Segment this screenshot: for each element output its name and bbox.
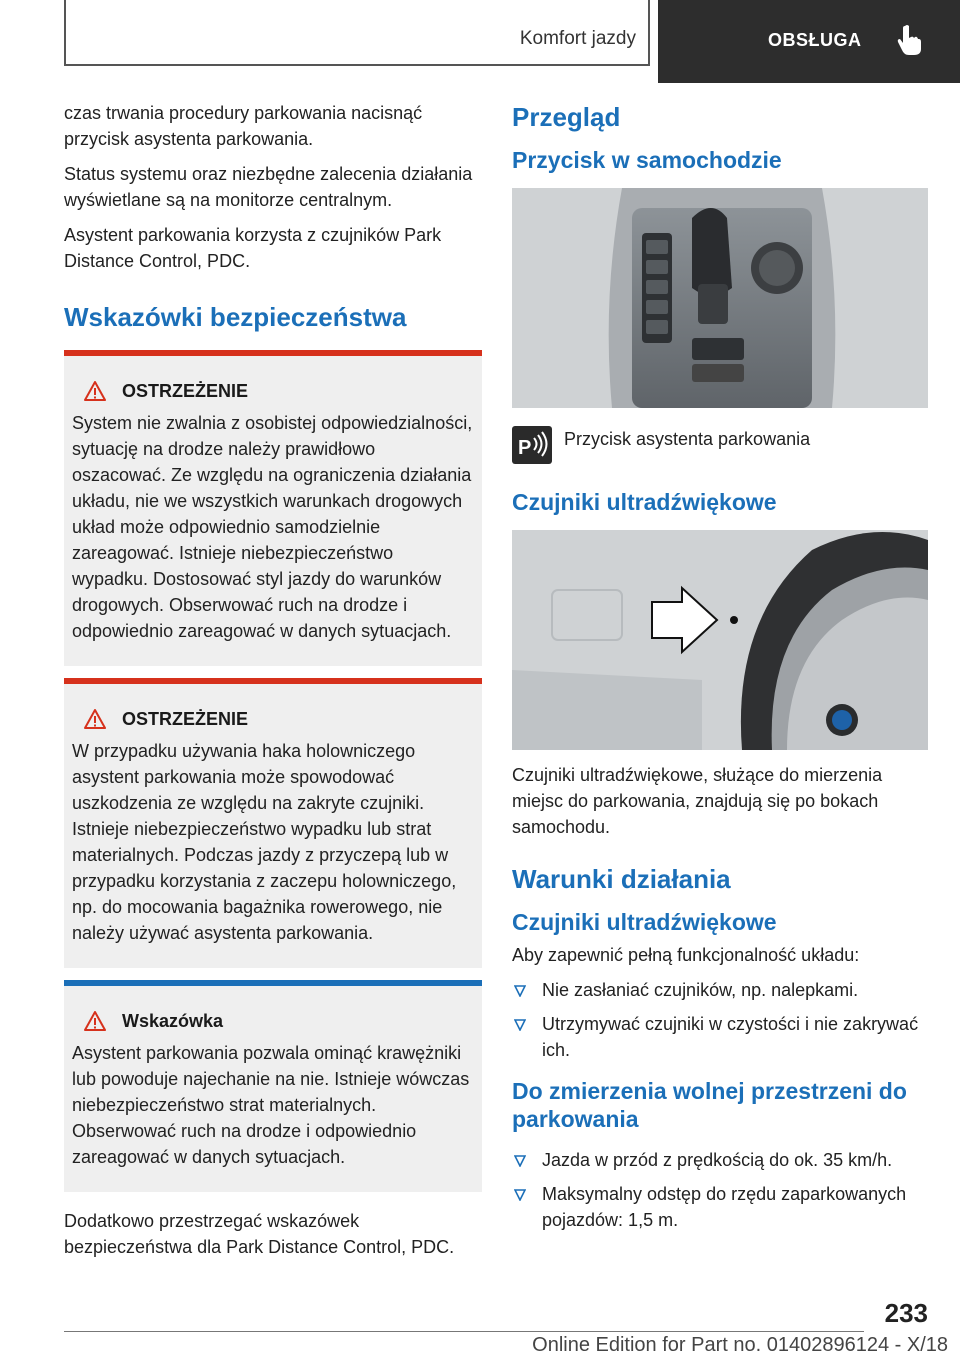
footer-edition: Online Edition for Part no. 01402896124 - X/18 [532,1334,948,1356]
paragraph-procedure: czas trwania procedury parkowania nacisnąć przycisk asystenta parkowania. [64,103,423,149]
warning-title: OSTRZEŻENIE [122,380,249,401]
header-rule-bottom [64,64,650,66]
warning-box-1 [64,350,482,666]
right-column [512,100,928,1241]
measure-list [512,1147,928,1233]
note-title: Wskazówka [122,1010,224,1031]
heading-button-in-car: Przycisk w samochodzie [512,147,782,173]
ultrasonic-sensor-photo [512,530,928,750]
heading-ultrasonic-sensors-2: Czujniki ultradźwiękowe [512,909,777,935]
button-caption-row [512,426,928,464]
list-item: Jazda w przód z prędkością do ok. 35 km/h. [512,1147,928,1173]
note-triangle-icon [84,1010,106,1032]
heading-ultrasonic-sensors: Czujniki ultradźwiękowe [512,489,777,515]
button-caption: Przycisk asystenta parkowania [564,429,811,449]
heading-safety: Wskazówki bezpieczeństwa [64,302,407,332]
svg-text:P: P [518,437,532,459]
header-chapter-label: OBSŁUGA [768,30,862,50]
list-item: Utrzymywać czujniki w czystości i nie zakrywać ich. [512,1011,928,1063]
parking-assistant-button-icon [512,426,552,464]
hand-pointer-icon [896,24,922,56]
bullet-triangle-icon [514,1189,526,1201]
heading-overview: Przegląd [512,102,621,132]
page-number: 233 [884,1298,928,1328]
warning-triangle-icon [84,380,106,402]
bullet-triangle-icon [514,1155,526,1167]
heading-operating-conditions: Warunki działania [512,864,731,894]
paragraph-status: Status systemu oraz niezbędne zalecenia działania wyświetlane są na monitorze centralnym. [64,164,473,210]
header-rule-right [648,0,650,66]
paragraph-additional: Dodatkowo przestrzegać wskazówek bezpieczeństwa dla Park Distance Control, PDC. [64,1211,455,1257]
warning-box-2 [64,678,482,968]
footer-rule [64,1331,864,1332]
note-text: Asystent parkowania pozwala ominąć krawężniki lub powoduje najechanie na nie. Istnieje wówczas niebezpieczeństwo strat materialnych. Obserwować ruch na drodze i odpowiednio zareagować w danych sytuacjach. [72,1043,470,1167]
conditions-intro: Aby zapewnić pełną funkcjonalność układu: [512,945,860,965]
note-box [64,980,482,1192]
conditions-list [512,977,928,1063]
warning-triangle-icon [84,708,106,730]
warning-title: OSTRZEŻENIE [122,708,249,729]
header-chapter-tab [658,0,960,83]
paragraph-sensors: Asystent parkowania korzysta z czujników Park Distance Control, PDC. [64,225,442,271]
sensors-caption: Czujniki ultradźwiękowe, służące do mierzenia miejsc do parkowania, znajdują się po bokach samochodu. [512,765,883,837]
center-console-photo [512,188,928,408]
bullet-triangle-icon [514,1019,526,1031]
warning-text: System nie zwalnia z osobistej odpowiedzialności, sytuację na drodze należy prawidłowo oszacować. Ze względu na ograniczenia działania układu, nie we wszystkich warunkach drogowych układ może odpowiednio samodzielnie zareagować. Istnieje niebezpieczeństwo wypadku. Dostosować styl jazdy do warunków drogowych. Obserwować ruch na drodze i odpowiednio zareagować w danych sytuacjach. [72,413,473,641]
header-rule-left [64,0,66,66]
list-item: Maksymalny odstęp do rzędu zaparkowanych pojazdów: 1,5 m. [512,1181,928,1233]
heading-measure-parking-space: Do zmierzenia wolnej przestrzeni do parkowania [512,1078,907,1132]
bullet-triangle-icon [514,985,526,997]
list-item: Nie zasłaniać czujników, np. nalepkami. [512,977,928,1003]
warning-text: W przypadku używania haka holowniczego asystent parkowania może spowodować uszkodzenia ze względu na zakryte czujniki. Istnieje niebezpieczeństwo wypadku lub strat materialnych. Podczas jazdy z przyczepą lub w przypadku korzystania z zaczepu holowniczego, np. do mocowania bagażnika rowerowego, nie należy używać asystenta parkowania. [72,741,457,943]
left-column [64,100,482,1269]
header-section-title: Komfort jazdy [519,28,636,49]
